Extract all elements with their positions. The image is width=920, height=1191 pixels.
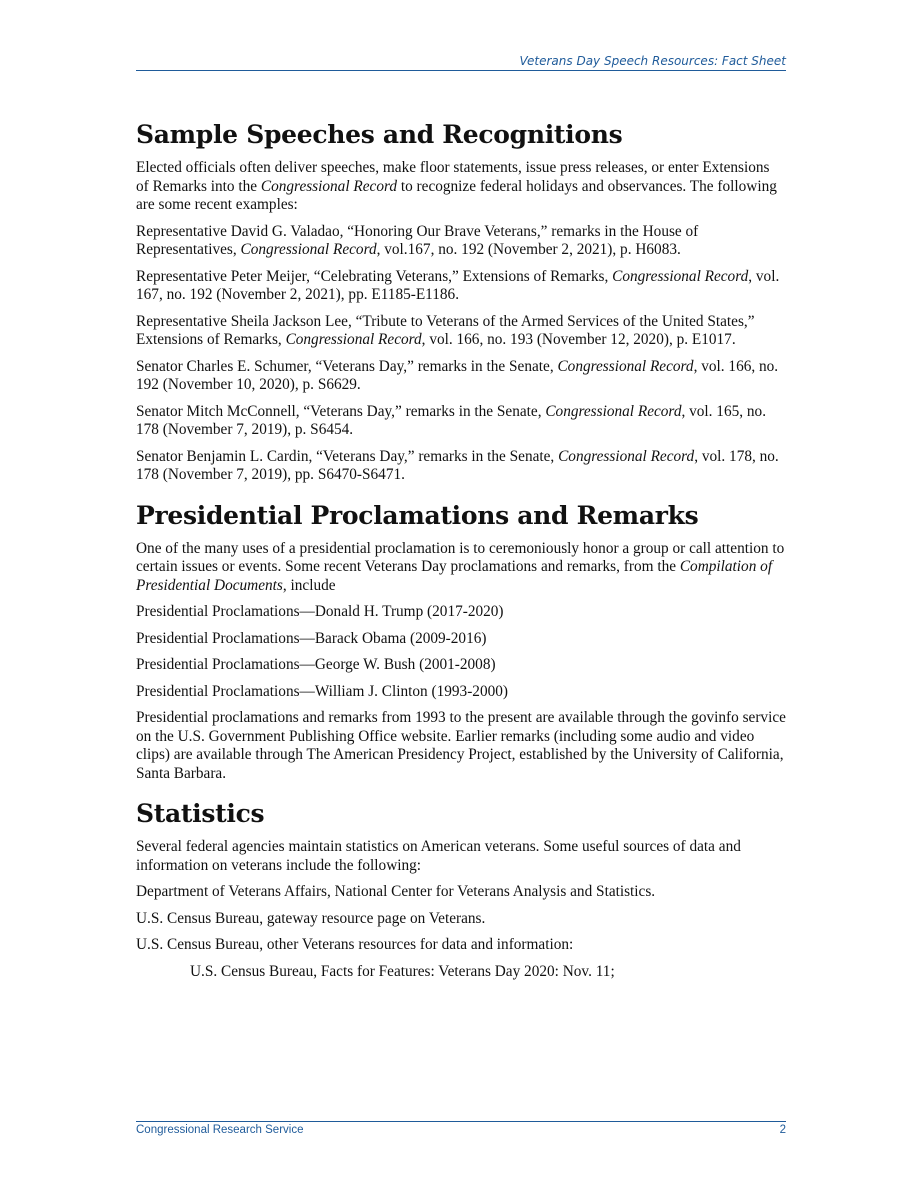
proclamations-closing: Presidential proclamations and remarks from 1993 to the present are available through the govinfo service on the U.S. Government Publishing Office website. Earlier remarks (including some audio and video clips) are available through The American Presidency Project, established by the University of California, Santa Barbara.	[136, 709, 786, 782]
proclamations-intro: One of the many uses of a presidential proclamation is to ceremoniously honor a group or call attention to certain issues or events. Some recent Veterans Day proclamations and remarks, from the Compilation of Presidential Documents, include	[136, 539, 785, 594]
running-header: Veterans Day Speech Resources: Fact Sheet	[519, 54, 786, 68]
statistics-subitem: U.S. Census Bureau, Facts for Features: Veterans Day 2020: Nov. 11;	[190, 962, 615, 980]
publication-title: Congressional Record	[545, 402, 682, 420]
speech-item: Representative Sheila Jackson Lee, “Tribute to Veterans of the Armed Services of the United States,” Extensions of Remarks, Congressional Record, vol. 166, no. 193 (November 12, 2020), p. E1017.	[136, 312, 755, 348]
section-heading-statistics: Statistics	[136, 799, 265, 828]
statistics-item: U.S. Census Bureau, gateway resource page on Veterans.	[136, 909, 486, 927]
publication-title: Compilation of Presidential Documents	[136, 558, 773, 594]
footer-organization: Congressional Research Service	[136, 1124, 304, 1136]
publication-title: Congressional Record	[260, 177, 398, 195]
statistics-item: Department of Veterans Affairs, National Center for Veterans Analysis and Statistics.	[136, 883, 656, 900]
header-divider	[136, 70, 786, 71]
page-number: 2	[779, 1124, 786, 1136]
speech-item: Senator Mitch McConnell, “Veterans Day,” remarks in the Senate, Congressional Record, vol. 165, no. 178 (November 7, 2019), p. S6454.	[136, 402, 767, 438]
publication-title: Congressional Record	[612, 267, 749, 285]
statistics-intro: Several federal agencies maintain statistics on American veterans. Some useful sources of data and information on veterans include the following:	[136, 838, 741, 874]
footer-divider	[136, 1121, 786, 1122]
speech-item: Representative Peter Meijer, “Celebrating Veterans,” Extensions of Remarks, Congressional Record, vol. 167, no. 192 (November 2, 2021), pp. E1185-E1186.	[136, 267, 780, 303]
section-heading-speeches: Sample Speeches and Recognitions	[136, 120, 623, 149]
proclamation-item: Presidential Proclamations—Donald H. Trump (2017-2020)	[136, 603, 504, 620]
speech-item: Senator Charles E. Schumer, “Veterans Day,” remarks in the Senate, Congressional Record, vol. 166, no. 192 (November 10, 2020), p. S6629.	[136, 357, 779, 393]
publication-title: Congressional Record	[285, 331, 422, 348]
statistics-item: U.S. Census Bureau, other Veterans resources for data and information:	[136, 936, 574, 953]
speech-item: Senator Benjamin L. Cardin, “Veterans Day,” remarks in the Senate, Congressional Record, vol. 178, no. 178 (November 7, 2019), pp. S6470-S6471.	[136, 447, 779, 483]
proclamation-item: Presidential Proclamations—Barack Obama (2009-2016)	[136, 629, 487, 647]
publication-title: Congressional Record	[240, 241, 377, 258]
proclamation-item: Presidential Proclamations—George W. Bush (2001-2008)	[136, 656, 496, 673]
speeches-intro: Elected officials often deliver speeches, make floor statements, issue press releases, or enter Extensions of Remarks into the Congressional Record to recognize federal holidays and observances. The following are some recent examples:	[136, 159, 777, 213]
section-heading-proclamations: Presidential Proclamations and Remarks	[136, 500, 699, 530]
speech-item: Representative David G. Valadao, “Honoring Our Brave Veterans,” remarks in the House of Representatives, Congressional Record, vol.167, no. 192 (November 2, 2021), p. H6083.	[136, 222, 699, 258]
publication-title: Congressional Record	[558, 447, 695, 465]
proclamation-item: Presidential Proclamations—William J. Clinton (1993-2000)	[136, 682, 508, 700]
publication-title: Congressional Record	[557, 357, 694, 375]
page-body	[136, 120, 786, 989]
